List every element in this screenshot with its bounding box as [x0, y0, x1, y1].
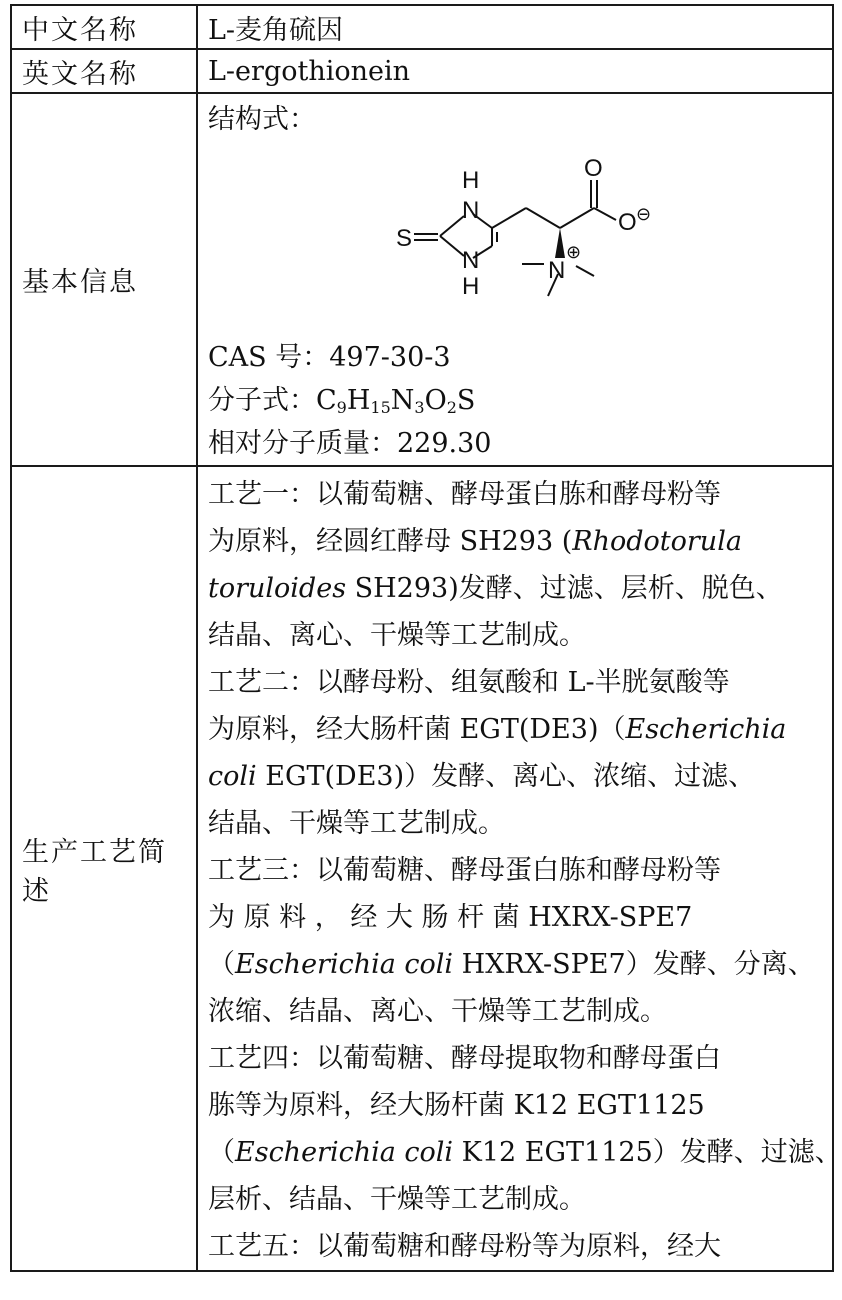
structure-diagram — [208, 146, 832, 336]
row-chinese-name — [11, 5, 833, 49]
minus-charge-icon: ⊖ — [636, 204, 652, 225]
process-line: 工艺二：以酵母粉、组氨酸和 L-半胱氨酸等 — [208, 667, 730, 698]
process-description — [197, 466, 842, 1271]
plus-charge-icon: ⊕ — [566, 242, 582, 263]
process-line: 工艺三：以葡萄糖、酵母蛋白胨和酵母粉等 — [208, 855, 721, 886]
process-line: 胨等为原料，经大肠杆菌 K12 EGT1125 — [208, 1090, 705, 1121]
basic-info-value — [197, 93, 833, 466]
process-line: 工艺五：以葡萄糖和酵母粉等为原料，经大 — [208, 1231, 721, 1262]
process-line: 结晶、离心、干燥等工艺制成。 — [208, 620, 586, 651]
atom-o-carbonyl: O — [584, 155, 603, 182]
row-basic-info — [11, 93, 833, 466]
process-line: 工艺四：以葡萄糖、酵母提取物和酵母蛋白 — [208, 1043, 721, 1074]
english-name-label: 英文名称 — [11, 49, 197, 93]
row-production-process — [11, 466, 833, 1271]
chinese-name-label: 中文名称 — [11, 5, 197, 49]
atom-o-carboxylate: O — [618, 209, 637, 236]
process-line: 为 原 料 ， 经 大 肠 杆 菌 HXRX-SPE7 — [208, 902, 693, 933]
process-line: （Escherichia coli K12 EGT1125）发酵、过滤、 — [208, 1137, 842, 1168]
row-english-name — [11, 49, 833, 93]
cas-number: CAS 号：497-30-3 — [208, 342, 451, 373]
atom-h-top: H — [462, 167, 480, 194]
process-line: 工艺一：以葡萄糖、酵母蛋白胨和酵母粉等 — [208, 479, 721, 510]
ingredient-info-table — [10, 4, 842, 1272]
chinese-name-value: L-麦角硫因 — [197, 5, 833, 49]
molecular-mass: 相对分子质量：229.30 — [208, 428, 492, 459]
process-label: 生产工艺简 述 — [11, 466, 197, 1271]
english-name-value: L-ergothionein — [197, 49, 833, 93]
process-line: 层析、结晶、干燥等工艺制成。 — [208, 1184, 586, 1215]
ergothioneine-structure-image — [398, 154, 688, 334]
process-line: 浓缩、结晶、离心、干燥等工艺制成。 — [208, 996, 667, 1027]
atom-s: S — [396, 225, 413, 252]
structure-label: 结构式： — [208, 104, 316, 135]
atom-n-top: N — [462, 197, 480, 224]
process-line: 结晶、干燥等工艺制成。 — [208, 808, 505, 839]
molecular-formula: 分子式：$C_9H_{15}N_3O_2S$ — [208, 385, 476, 417]
process-line: coli EGT(DE3)）发酵、离心、浓缩、过滤、 — [208, 761, 756, 792]
process-line: （Escherichia coli HXRX-SPE7）发酵、分离、 — [208, 949, 815, 980]
process-line: 为原料，经圆红酵母 SH293 (Rhodotorula — [208, 526, 742, 557]
process-line: toruloides SH293)发酵、过滤、层析、脱色、 — [208, 573, 783, 604]
process-line: 为原料，经大肠杆菌 EGT(DE3)（Escherichia — [208, 714, 787, 745]
atom-h-bottom: H — [462, 273, 480, 300]
basic-info-label: 基本信息 — [11, 93, 197, 466]
atom-n-ammonium: N — [548, 257, 566, 284]
atom-n-bottom: N — [462, 247, 480, 274]
